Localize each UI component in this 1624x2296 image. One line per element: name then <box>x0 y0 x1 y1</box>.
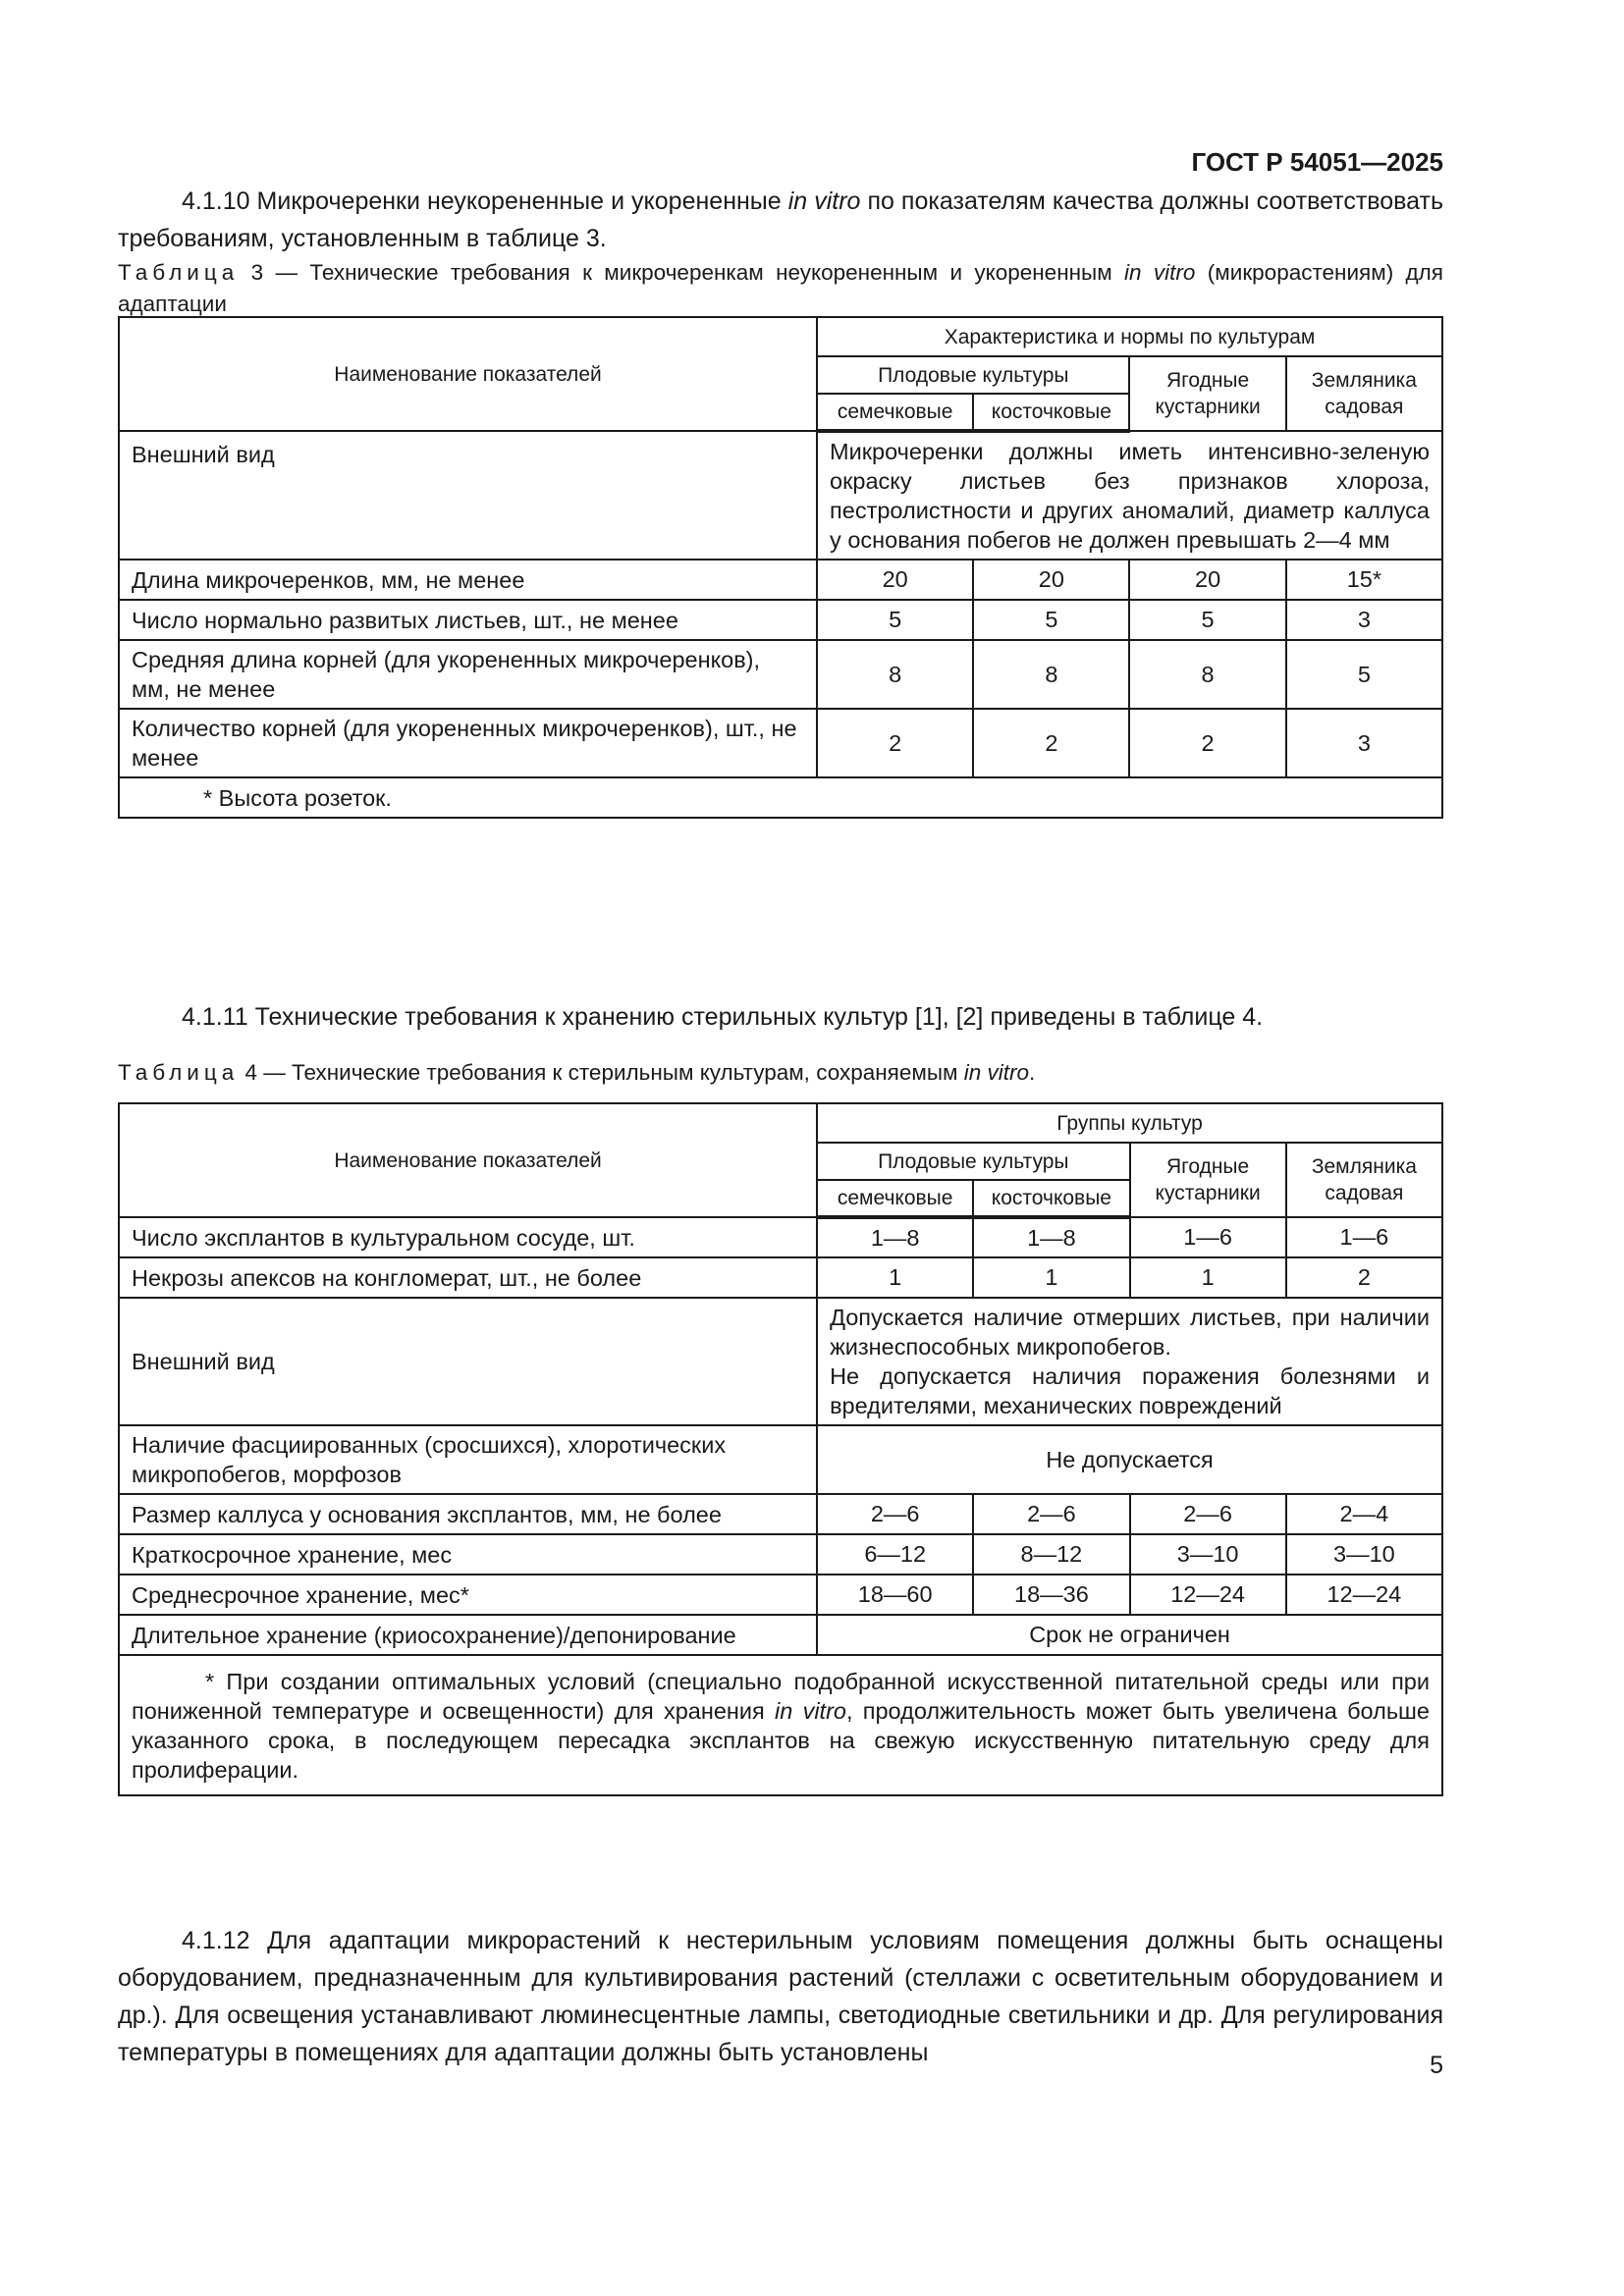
cell-value: 1—6 <box>1286 1217 1442 1257</box>
table-footnote <box>119 1655 1442 1795</box>
cell-value: 2—6 <box>817 1494 973 1534</box>
appearance-line-1: Допускается наличие отмерших листьев, при наличии жизнеспособных микропобегов. <box>830 1305 1430 1360</box>
row-name: Размер каллуса у основания эксплантов, мм, не более <box>119 1494 817 1534</box>
cell-value: 20 <box>817 560 973 600</box>
cell-value: 15* <box>1286 560 1442 600</box>
cell-value: 20 <box>1129 560 1285 600</box>
cell-value: 8—12 <box>973 1534 1129 1575</box>
header-pome: семечковые <box>817 394 973 431</box>
row-name: Некрозы апексов на конгломерат, шт., не более <box>119 1257 817 1298</box>
caption-text: 4 — Технические требования к стерильным культурам, сохраняемым <box>239 1060 964 1085</box>
caption-text: (микрорастениям) для адаптации <box>118 260 1443 316</box>
cell-value: 3—10 <box>1286 1534 1442 1575</box>
document-code-header: ГОСТ Р 54051—2025 <box>1191 147 1443 177</box>
caption-word: Таблица <box>118 260 240 285</box>
paragraph-4-1-11: 4.1.11 Технические требования к хранению стерильных культур [1], [2] приведены в таблице 4. <box>182 1003 1264 1031</box>
appearance-line-2: Не допускается наличия поражения болезнями и вредителями, механических повреждений <box>830 1363 1430 1418</box>
cell-value: 20 <box>973 560 1129 600</box>
row-value: Не допускается <box>817 1425 1442 1494</box>
footnote-text: , продолжительность может быть увеличена больше указанного срока, в последующем пересадка эксплантов на свежую искусственную питательную среду для пролиферации. <box>132 1697 1430 1783</box>
row-value: Микрочеренки должны иметь интенсивно-зеленую окраску листьев без признаков хлороза, пестролистности и других аномалий, диаметр каллуса у основания побегов не должен превышать 2—4 мм <box>817 431 1442 560</box>
header-strawberry: Земляника садовая <box>1286 356 1442 431</box>
cell-value: 1—6 <box>1130 1217 1286 1257</box>
cell-value: 2 <box>973 709 1129 777</box>
header-pome: семечковые <box>817 1180 973 1217</box>
row-name: Средняя длина корней (для укорененных микрочеренков), мм, не менее <box>119 640 817 709</box>
header-indicator-name: Наименование показателей <box>119 317 817 431</box>
cell-value: 2—6 <box>973 1494 1129 1534</box>
italic-term: in vitro <box>1124 260 1196 285</box>
cell-value: 5 <box>973 600 1129 640</box>
header-group: Характеристика и нормы по культурам <box>817 317 1442 356</box>
table-3-caption <box>118 257 1443 320</box>
cell-value: 8 <box>973 640 1129 709</box>
row-name: Краткосрочное хранение, мес <box>119 1534 817 1575</box>
header-strawberry: Земляника садовая <box>1286 1143 1442 1217</box>
row-name: Наличие фасциированных (сросшихся), хлоротических микропобегов, морфозов <box>119 1425 817 1494</box>
cell-value: 3 <box>1286 600 1442 640</box>
cell-value: 2 <box>1286 1257 1442 1298</box>
table-3 <box>118 316 1443 819</box>
caption-text: 3 — Технические требования к микрочеренкам неукорененным и укорененным <box>239 260 1125 285</box>
cell-value: 2—4 <box>1286 1494 1442 1534</box>
cell-value: 1—8 <box>817 1217 973 1257</box>
cell-value: 8 <box>817 640 973 709</box>
cell-value: 3—10 <box>1130 1534 1286 1575</box>
row-name: Длина микрочеренков, мм, не менее <box>119 560 817 600</box>
cell-value: 3 <box>1286 709 1442 777</box>
page-number: 5 <box>1430 2052 1443 2079</box>
caption-word: Таблица <box>118 1060 240 1085</box>
table-4 <box>118 1102 1443 1796</box>
row-name: Количество корней (для укорененных микрочеренков), шт., не менее <box>119 709 817 777</box>
header-stone: косточковые <box>973 1180 1129 1217</box>
header-fruit-crops: Плодовые культуры <box>817 1143 1129 1180</box>
cell-value: 5 <box>1129 600 1285 640</box>
cell-value: 8 <box>1129 640 1285 709</box>
paragraph-4-1-12: 4.1.12 Для адаптации микрорастений к нестерильным условиям помещения должны быть оснащены оборудованием, предназначенным для культивирования растений (стеллажи с осветительным оборудованием и др.). Для освещения устанавливают люминесцентные лампы, светодиодные светильники и др. Для регулирования температуры в помещениях для адаптации должны быть установлены <box>118 1927 1443 2066</box>
cell-value: 5 <box>817 600 973 640</box>
cell-value: 1—8 <box>973 1217 1129 1257</box>
cell-value: 12—24 <box>1130 1575 1286 1615</box>
italic-term: in vitro <box>963 1060 1029 1085</box>
header-fruit-crops: Плодовые культуры <box>817 356 1129 394</box>
header-stone: косточковые <box>973 394 1129 431</box>
header-berry-shrubs: Ягодные кустарники <box>1129 356 1285 431</box>
cell-value: 18—60 <box>817 1575 973 1615</box>
row-name: Среднесрочное хранение, мес* <box>119 1575 817 1615</box>
cell-value: 2 <box>817 709 973 777</box>
row-value <box>817 1298 1442 1425</box>
cell-value: 6—12 <box>817 1534 973 1575</box>
cell-value: 5 <box>1286 640 1442 709</box>
row-name: Внешний вид <box>119 431 817 560</box>
table-4-caption <box>118 1057 1443 1089</box>
paragraph-text: 4.1.10 Микрочеренки неукорененные и укорененные <box>182 187 788 215</box>
italic-term: in vitro <box>775 1697 846 1724</box>
cell-value: 1 <box>817 1257 973 1298</box>
cell-value: 1 <box>973 1257 1129 1298</box>
paragraph-4-1-10 <box>118 183 1443 257</box>
row-value: Срок не ограничен <box>817 1615 1442 1655</box>
footnote-text: * При создании оптимальных условий (специально подобранной искусственной питательной среды или при пониженной температуре и освещенности) для хранения <box>132 1668 1430 1724</box>
table-footnote: * Высота розеток. <box>119 777 1442 818</box>
row-name: Внешний вид <box>119 1298 817 1425</box>
header-berry-shrubs: Ягодные кустарники <box>1130 1143 1286 1217</box>
header-group: Группы культур <box>817 1103 1442 1143</box>
row-name: Длительное хранение (криосохранение)/депонирование <box>119 1615 817 1655</box>
row-name: Число эксплантов в культуральном сосуде, шт. <box>119 1217 817 1257</box>
row-name: Число нормально развитых листьев, шт., не менее <box>119 600 817 640</box>
paragraph-text: по показателям качества должны соответствовать требованиям, установленным в таблице 3. <box>118 187 1443 252</box>
italic-term: in vitro <box>787 187 861 215</box>
cell-value: 12—24 <box>1286 1575 1442 1615</box>
cell-value: 18—36 <box>973 1575 1129 1615</box>
cell-value: 2—6 <box>1130 1494 1286 1534</box>
cell-value: 1 <box>1130 1257 1286 1298</box>
cell-value: 2 <box>1129 709 1285 777</box>
header-indicator-name: Наименование показателей <box>119 1103 817 1217</box>
caption-text: . <box>1029 1060 1036 1085</box>
